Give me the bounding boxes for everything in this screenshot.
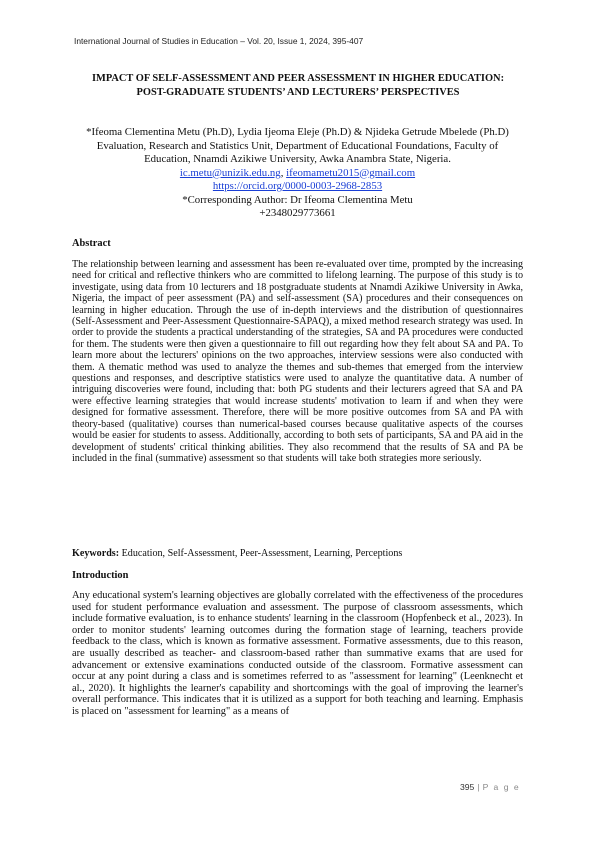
author-affiliation: Evaluation, Research and Statistics Unit, Department of Educational Foundations, Faculty of Education, Nnamdi Azikiwe University, Awka Anambra State, Nigeria. — [96, 139, 499, 165]
page-number: 395 — [460, 782, 475, 792]
abstract-body: The relationship between learning and assessment has been re-evaluated over time, prompted by the increasing need for critical and reflective thinkers who are committed to lifelong learning. The purpose of this study is to investigate, using data from 10 lecturers and 18 postgraduate students at Nnamdi Azikiwe University in Awka, Nigeria, the impact of peer assessment (PA) and self-assessment (SA) procedures and their consequences on learning in higher education. Through the use of in-depth interviews and the distribution of questionnaires (Self-Assessment and Peer-Assessment Questionnaire-SAPAQ), a mixed method research strategy was used. In order to provide the students a practical understanding of the strategies, SA and PA procedures were conducted for them. The students were then given a questionnaire to fill out regarding how they felt about SA and PA. To learn more about the lecturers' opinions on the two approaches, interview sessions were also conducted with them. A thematic method was used to analyze the themes and sub-themes that emerged from the interview questions and responses, and descriptive statistics were used to analyze the quantitative data. A number of intriguing discoveries were found, including that: both PG students and their lecturers agreed that SA and PA were effective learning strategies that would increase students' motivation to learn if and when they were designed for formative assessment. Therefore, there will be more positive outcomes from SA and PA with theory-based (qualitative) courses than numerical-based courses because qualitative aspects of the courses would be easier for students to assess. Additionally, according to both sets of participants, SA and PA aid in the development of students' critical thinking abilities. They also recommend that the results of SA and PA be included in the final (summative) assessment so that students will take both strategies more seriously. — [72, 259, 523, 464]
paper-title: IMPACT OF SELF-ASSESSMENT AND PEER ASSESSMENT IN HIGHER EDUCATION: POST-GRADUATE STUDENTS’ AND LECTURERS’ PERSPECTIVES — [91, 73, 505, 98]
keywords-value: Education, Self-Assessment, Peer-Assessment, Learning, Perceptions — [119, 548, 403, 559]
orcid-link[interactable]: https://orcid.org/0000-0003-2968-2853 — [212, 180, 383, 192]
email-link-1[interactable]: ic.metu@unizik.edu.ng — [179, 166, 281, 179]
introduction-body: Any educational system's learning objectives are globally correlated with the effectiveness of the procedures used for student performance evaluation and assessment. The purpose of classroom assessments, which include formative evaluation, is to enhance students' learning in the classroom (Hopfenbeck et al., 2023). In order to monitor students' learning outcomes during the formation stage of learning, teachers provide feedback to the class, which is known as formative assessment. Formative assessments, due to this reason, are usually described as teacher- and classroom-based rather than summative exams that are used for advancement or extensive examinations conducted outside of the classroom. Formative assessment can occur at any point during a class and is sometimes referred to as "assessment for learning" (Leenknecht et al., 2020). It highlights the learner's capability and shortcomings with the goal of improving the learner's overall performance. This indicates that it is utilized as a support for both teaching and learning. Emphasis is placed on "assessment for learning" as a means of — [72, 590, 523, 717]
author-phone: +2348029773661 — [259, 207, 336, 219]
page-footer — [460, 782, 540, 792]
author-block — [74, 126, 521, 221]
footer-separator: | — [477, 782, 480, 792]
corresponding-author: *Corresponding Author: Dr Ifeoma Clementina Metu — [182, 193, 413, 206]
keywords-label: Keywords: — [72, 548, 120, 559]
keywords-line — [72, 548, 523, 560]
email-link-2[interactable]: ifeomametu2015@gmail.com — [286, 166, 416, 179]
abstract-heading: Abstract — [72, 238, 111, 249]
journal-header: International Journal of Studies in Education – Vol. 20, Issue 1, 2024, 395-407 — [74, 36, 364, 46]
author-names: *Ifeoma Clementina Metu (Ph.D), Lydia Ijeoma Eleje (Ph.D) & Njideka Getrude Mbelede (Ph.D) — [86, 126, 509, 138]
page-label: P a g e — [482, 782, 521, 792]
email-separator: , — [280, 166, 287, 179]
introduction-heading: Introduction — [72, 570, 129, 581]
author-emails — [74, 167, 521, 181]
